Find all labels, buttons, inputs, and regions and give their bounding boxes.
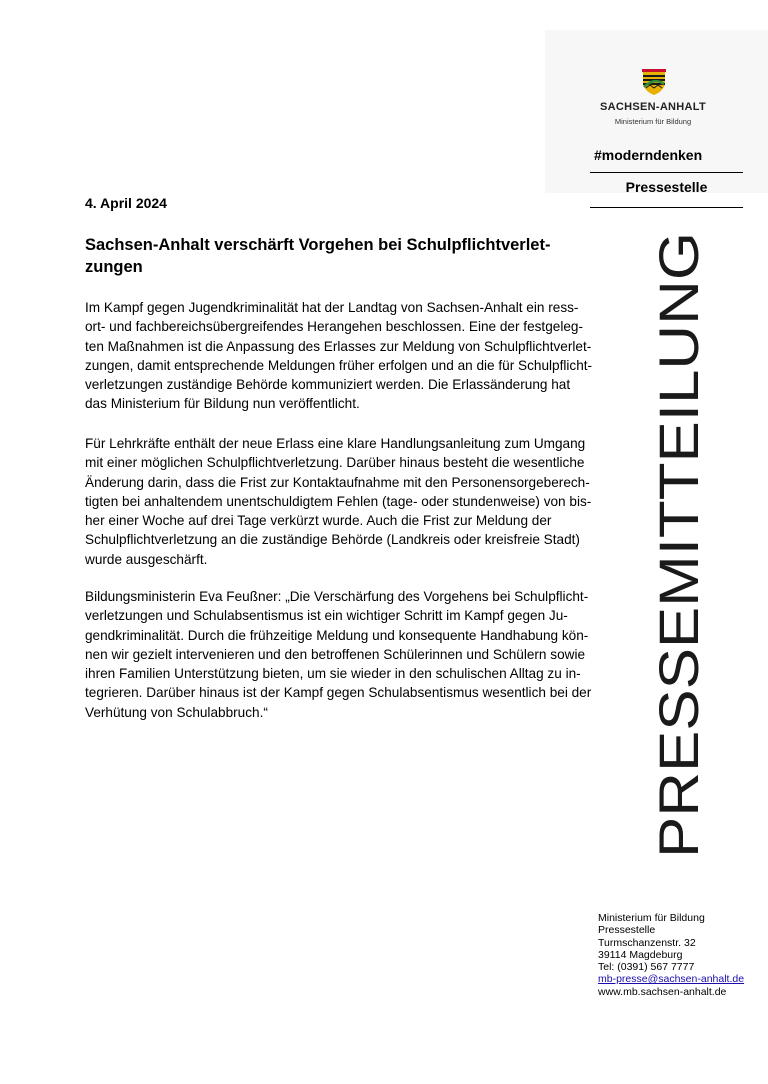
footer-email-link[interactable]: mb-presse@sachsen-anhalt.de: [598, 973, 745, 986]
footer-website[interactable]: www.mb.sachsen-anhalt.de: [598, 985, 727, 998]
department-label: Pressestelle: [625, 179, 708, 195]
text-line: gendkriminalität. Durch die frühzeitige Meldung und konsequente Handhabung kön-: [85, 627, 589, 643]
divider-top: [590, 172, 743, 173]
text-line: ort- und fachbereichsübergreifendes Herangehen beschlossen. Eine der festgeleg-: [85, 319, 583, 335]
footer-phone: Tel: (0391) 567 7777: [598, 961, 695, 974]
vertical-label: PRESSEMITTEILUNG: [647, 291, 710, 858]
text-line: tigten bei anhaltendem unentschuldigtem Fehlen (tage- oder stundenweise) von bis-: [85, 493, 592, 509]
text-line: Im Kampf gegen Jugendkriminalität hat der Landtag von Sachsen-Anhalt ein ress-: [85, 300, 579, 315]
paragraph-3-quote: [85, 587, 625, 722]
footer-street: Turmschanzenstr. 32: [598, 936, 696, 949]
text-line: das Ministerium für Bildung nun veröffentlicht.: [85, 396, 360, 412]
footer-contact: [598, 912, 758, 998]
text-line: Für Lehrkräfte enthält der neue Erlass eine klare Handlungsanleitung zum Umgang: [85, 436, 586, 451]
brand-name: SACHSEN-ANHALT: [599, 101, 707, 113]
coat-of-arms-icon: [640, 68, 668, 96]
text-line: verletzungen und Schulabsentismus ist ein wichtiger Schritt im Kampf gegen Ju-: [85, 608, 568, 624]
release-date: 4. April 2024: [85, 195, 167, 211]
text-line: tegrieren. Darüber hinaus ist der Kampf gegen Schulabsentismus wesentlich bei der: [85, 685, 592, 701]
paragraph-2: [85, 434, 625, 569]
headline-line: Sachsen-Anhalt verschärft Vorgehen bei Schulpflichtverlet-: [85, 236, 551, 254]
text-line: Bildungsministerin Eva Feußner: „Die Verschärfung des Vorgehens bei Schulpflicht-: [85, 589, 589, 604]
text-line: her einer Woche auf drei Tage verkürzt wurde. Auch die Frist zur Meldung der: [85, 513, 552, 529]
text-line: wurde ausgeschärft.: [85, 551, 208, 567]
vertical-label-svg: [647, 232, 710, 858]
text-line: Verhütung von Schulabbruch.“: [85, 704, 268, 720]
text-line: nen wir gezielt intervenieren und den betroffenen Schülerinnen und Schülern sowie: [85, 646, 586, 662]
text-line: Änderung darin, dass die Frist zur Kontaktaufnahme mit den Personensorgeberech-: [85, 474, 590, 490]
headline-line: zungen: [85, 258, 143, 276]
vertical-label-wrap: [647, 232, 710, 858]
paragraph-1: [85, 298, 625, 414]
headline: [85, 234, 625, 278]
hashtag: #moderndenken: [594, 147, 703, 163]
text-line: verletzungen zuständige Behörde kommuniziert werden. Die Erlassänderung hat: [85, 377, 571, 393]
footer-city: 39114 Magdeburg: [598, 948, 683, 961]
divider-bottom: [590, 207, 743, 208]
footer-department: Pressestelle: [598, 924, 656, 937]
text-line: ihren Familien Unterstützung bieten, um sie wieder in den schulischen Alltag zu in-: [85, 666, 581, 682]
brand-subtitle: Ministerium für Bildung: [614, 117, 692, 126]
text-line: zungen, damit entsprechende Meldungen früher erfolgen und an die für Schulpflicht-: [85, 357, 593, 373]
footer-ministry: Ministerium für Bildung: [598, 912, 705, 924]
text-line: mit einer möglichen Schulpflichtverletzung. Darüber hinaus besteht die wesentliche: [85, 455, 585, 471]
text-line: ten Maßnahmen ist die Anpassung des Erlasses zur Meldung von Schulpflichtverlet-: [85, 338, 592, 354]
text-line: Schulpflichtverletzung an die zuständige Behörde (Landkreis oder kreisfreie Stadt): [85, 532, 580, 548]
